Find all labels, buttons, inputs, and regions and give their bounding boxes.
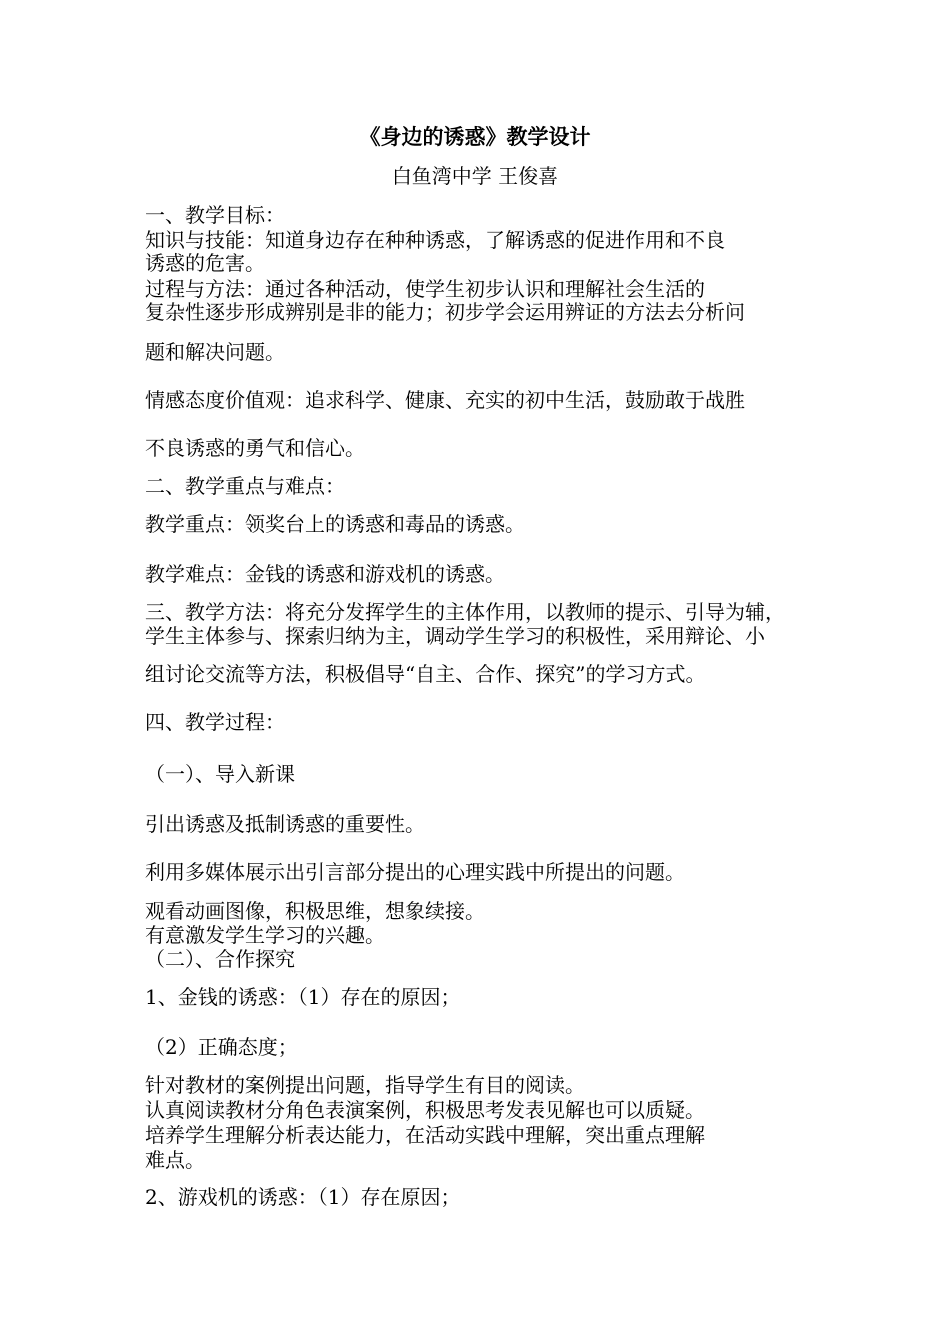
paragraph-line: 组讨论交流等方法，积极倡导“自主、合作、探究”的学习方式。 — [145, 662, 706, 686]
paragraph-line: 教学重点：领奖台上的诱惑和毒品的诱惑。 — [145, 512, 525, 536]
paragraph-line: 观看动画图像，积极思维，想象续接。 — [145, 899, 485, 923]
section-heading: 三、教学方法：将充分发挥学生的主体作用，以教师的提示、引导为辅， — [145, 600, 785, 624]
paragraph-line: 针对教材的案例提出问题，指导学生有目的阅读。 — [145, 1073, 585, 1097]
section-heading: 四、教学过程： — [145, 710, 285, 734]
paragraph-line: 培养学生理解分析表达能力，在活动实践中理解，突出重点理解 — [145, 1123, 705, 1147]
subsection-heading: （一）、导入新课 — [145, 762, 295, 786]
section-heading: 二、教学重点与难点： — [145, 474, 345, 498]
document-title: 《身边的诱惑》教学设计 — [359, 124, 591, 149]
paragraph-line: 学生主体参与、探索归纳为主，调动学生学习的积极性，采用辩论、小 — [145, 624, 765, 648]
list-item: 2、游戏机的诱惑：（1）存在原因； — [145, 1185, 461, 1209]
paragraph-line: 认真阅读教材分角色表演案例，积极思考发表见解也可以质疑。 — [145, 1098, 705, 1122]
document-author: 白鱼湾中学 王俊喜 — [391, 164, 559, 188]
paragraph-line: 教学难点：金钱的诱惑和游戏机的诱惑。 — [145, 562, 505, 586]
section-heading: 一、教学目标： — [145, 203, 285, 227]
list-item: 1、金钱的诱惑：（1）存在的原因； — [145, 985, 461, 1009]
paragraph-line: 不良诱惑的勇气和信心。 — [145, 436, 365, 460]
paragraph-line: 有意激发学生学习的兴趣。 — [145, 923, 385, 947]
subsection-heading: （二）、合作探究 — [145, 947, 295, 971]
paragraph-line: 引出诱惑及抵制诱惑的重要性。 — [145, 812, 425, 836]
paragraph-line: 知识与技能：知道身边存在种种诱惑，了解诱惑的促进作用和不良 — [145, 228, 725, 252]
list-item: （2）正确态度； — [145, 1035, 298, 1059]
paragraph-line: 利用多媒体展示出引言部分提出的心理实践中所提出的问题。 — [145, 860, 685, 884]
paragraph-line: 过程与方法：通过各种活动，使学生初步认识和理解社会生活的 — [145, 277, 705, 301]
paragraph-line: 情感态度价值观：追求科学、健康、充实的初中生活，鼓励敢于战胜 — [145, 388, 745, 412]
paragraph-line: 诱惑的危害。 — [145, 251, 265, 275]
paragraph-line: 难点。 — [145, 1148, 205, 1172]
paragraph-line: 题和解决问题。 — [145, 340, 285, 364]
paragraph-line: 复杂性逐步形成辨别是非的能力；初步学会运用辨证的方法去分析问 — [145, 300, 745, 324]
